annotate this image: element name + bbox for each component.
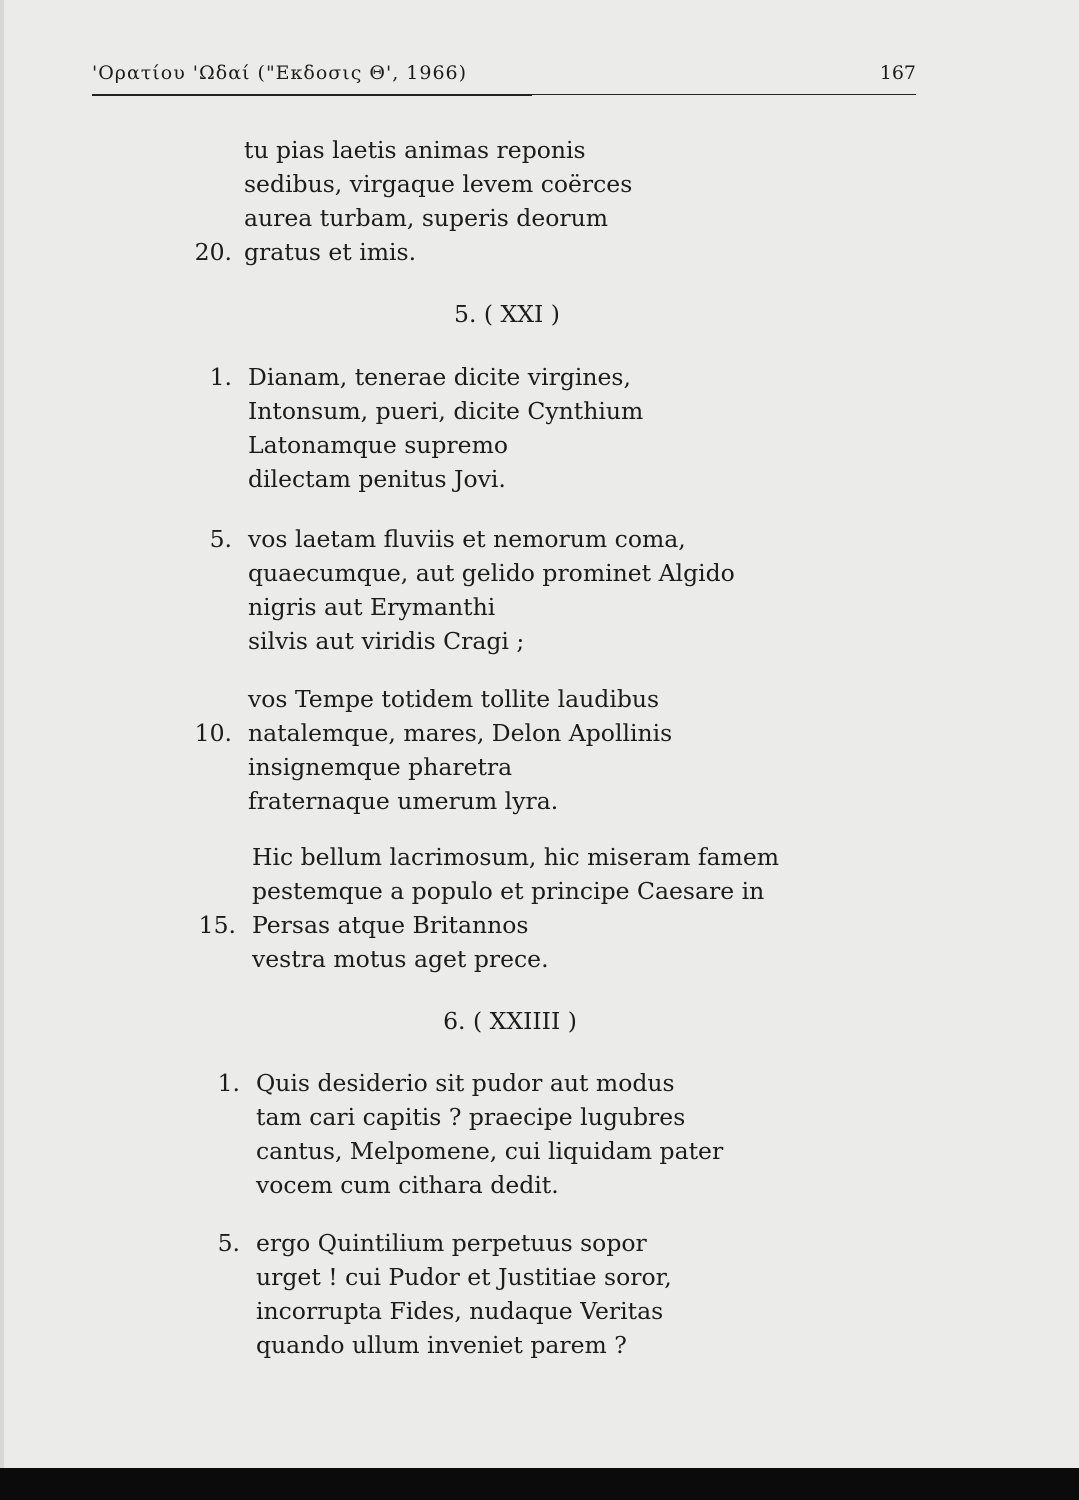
verse-line: dilectam penitus Jovi. <box>248 465 506 493</box>
verse-line: aurea turbam, superis deorum <box>244 204 609 232</box>
verse-line: insignemque pharetra <box>248 753 513 781</box>
verse-line: vos laetam fluviis et nemorum coma, <box>248 525 686 553</box>
verse-line: natalemque, mares, Delon Apollinis <box>248 719 673 747</box>
verse-line: nigris aut Erymanthi <box>248 593 496 621</box>
verse-line: tam cari capitis ? praecipe lugubres <box>256 1103 686 1131</box>
verse-line: quando ullum inveniet parem ? <box>256 1331 627 1359</box>
line-number: 1. <box>209 363 232 391</box>
ode-heading: 5. ( XXI ) <box>454 300 560 328</box>
line-number: 1. <box>217 1069 240 1097</box>
verse-line: tu pias laetis animas reponis <box>244 136 586 164</box>
verse-line: urget ! cui Pudor et Justitiae soror, <box>256 1263 672 1291</box>
running-title: 'Ορατίου 'Ωδαί ("Εκδοσις Θ', 1966) <box>92 62 468 84</box>
line-number: 15. <box>198 911 236 939</box>
verse-line: vos Tempe totidem tollite laudibus <box>248 685 660 713</box>
verse-line: pestemque a populo et principe Caesare in <box>252 877 765 905</box>
line-number: 5. <box>209 525 232 553</box>
verse-line: fraternaque umerum lyra. <box>248 787 559 815</box>
verse-line: Dianam, tenerae dicite virgines, <box>248 363 631 391</box>
verse-line: ergo Quintilium perpetuus sopor <box>256 1229 647 1257</box>
line-number: 10. <box>194 719 232 747</box>
header-rule-accent <box>92 95 532 96</box>
verse-line: Intonsum, pueri, dicite Cynthium <box>248 397 644 425</box>
verse-line: vestra motus aget prece. <box>252 945 549 973</box>
verse-line: Latonamque supremo <box>248 431 509 459</box>
scan-bottom-border <box>0 1468 1079 1500</box>
verse-line: gratus et imis. <box>244 238 417 266</box>
verse-line: Persas atque Britannos <box>252 911 529 939</box>
verse-line: vocem cum cithara dedit. <box>256 1171 559 1199</box>
verse-line: silvis aut viridis Cragi ; <box>248 627 525 655</box>
verse-line: cantus, Melpomene, cui liquidam pater <box>256 1137 724 1165</box>
page-header <box>92 62 916 102</box>
page-left-edge <box>0 0 4 1468</box>
verse-line: incorrupta Fides, nudaque Veritas <box>256 1297 664 1325</box>
verse-line: Quis desiderio sit pudor aut modus <box>256 1069 675 1097</box>
ode-heading: 6. ( XXIIII ) <box>443 1007 577 1035</box>
verse-line: Hic bellum lacrimosum, hic miseram famem <box>252 843 780 871</box>
verse-line: quaecumque, aut gelido prominet Algido <box>248 559 735 587</box>
page-number: 167 <box>879 62 916 84</box>
line-number: 20. <box>194 238 232 266</box>
verse-line: sedibus, virgaque levem coërces <box>244 170 633 198</box>
line-number: 5. <box>217 1229 240 1257</box>
